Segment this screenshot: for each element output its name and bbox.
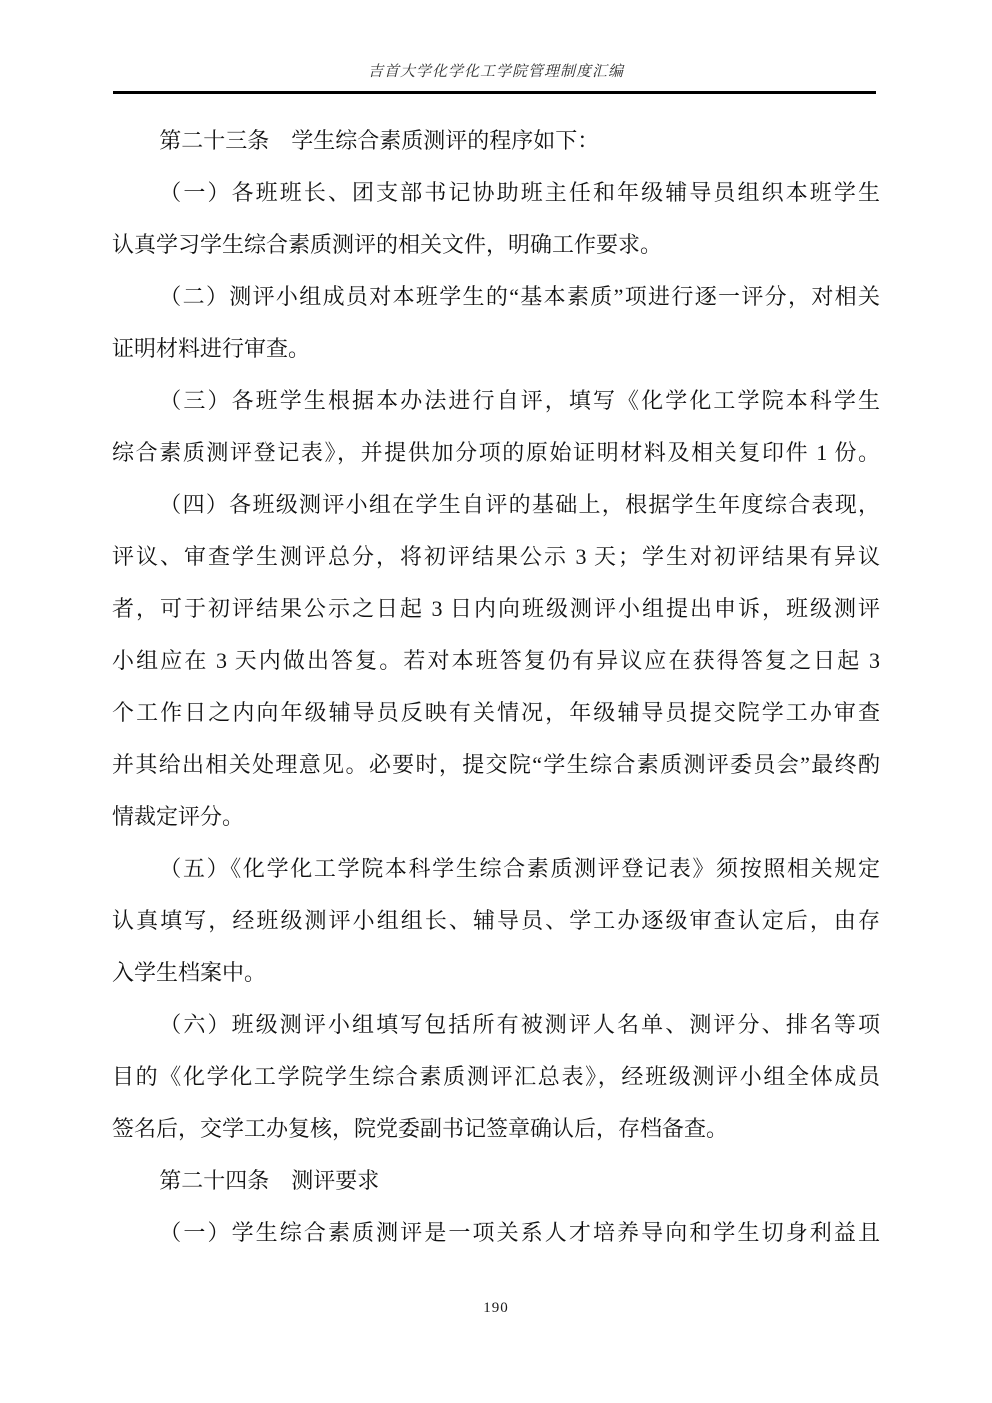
- page-header-title: 吉首大学化学化工学院管理制度汇编: [367, 64, 624, 80]
- article-24-heading: 第二十四条 测评要求: [159, 1168, 380, 1193]
- doc-line: （一）各班班长、团支部书记协助班主任和年级辅导员组织本班学生: [159, 180, 880, 205]
- doc-line: 者，可于初评结果公示之日起 3 日内向班级测评小组提出申诉，班级测评: [112, 596, 880, 621]
- doc-line: 情裁定评分。: [112, 804, 245, 829]
- doc-line: （一）学生综合素质测评是一项关系人才培养导向和学生切身利益且: [159, 1220, 880, 1245]
- doc-line: （五）《化学化工学院本科学生综合素质测评登记表》须按照相关规定: [159, 856, 880, 881]
- doc-line: （六）班级测评小组填写包括所有被测评人名单、测评分、排名等项: [159, 1012, 880, 1037]
- page-number: 190: [483, 1300, 509, 1316]
- doc-line: （三）各班学生根据本办法进行自评，填写《化学化工学院本科学生: [159, 388, 880, 413]
- document-body: [112, 115, 880, 1259]
- header-rule: [113, 91, 876, 94]
- doc-line: 签名后，交学工办复核，院党委副书记签章确认后，存档备查。: [112, 1116, 729, 1141]
- doc-line: 认真填写，经班级测评小组组长、辅导员、学工办逐级审查认定后，由存: [112, 908, 880, 933]
- doc-line: 入学生档案中。: [112, 960, 267, 985]
- doc-line: 综合素质测评登记表》，并提供加分项的原始证明材料及相关复印件 1 份。: [112, 440, 880, 465]
- doc-line: （四）各班级测评小组在学生自评的基础上，根据学生年度综合表现，: [159, 492, 880, 517]
- doc-line: 并其给出相关处理意见。必要时，提交院“学生综合素质测评委员会”最终酌: [112, 752, 880, 777]
- doc-line: （二）测评小组成员对本班学生的“基本素质”项进行逐一评分，对相关: [159, 284, 880, 309]
- doc-line: 个工作日之内向年级辅导员反映有关情况，年级辅导员提交院学工办审查: [112, 700, 880, 725]
- doc-line: 小组应在 3 天内做出答复。若对本班答复仍有异议应在获得答复之日起 3: [112, 648, 880, 673]
- article-23-heading: 第二十三条 学生综合素质测评的程序如下：: [159, 128, 600, 153]
- doc-line: 认真学习学生综合素质测评的相关文件，明确工作要求。: [112, 232, 663, 257]
- doc-line: 证明材料进行审查。: [112, 336, 311, 361]
- doc-line: 评议、审查学生测评总分，将初评结果公示 3 天；学生对初评结果有异议: [112, 544, 880, 569]
- doc-line: 目的《化学化工学院学生综合素质测评汇总表》，经班级测评小组全体成员: [112, 1064, 880, 1089]
